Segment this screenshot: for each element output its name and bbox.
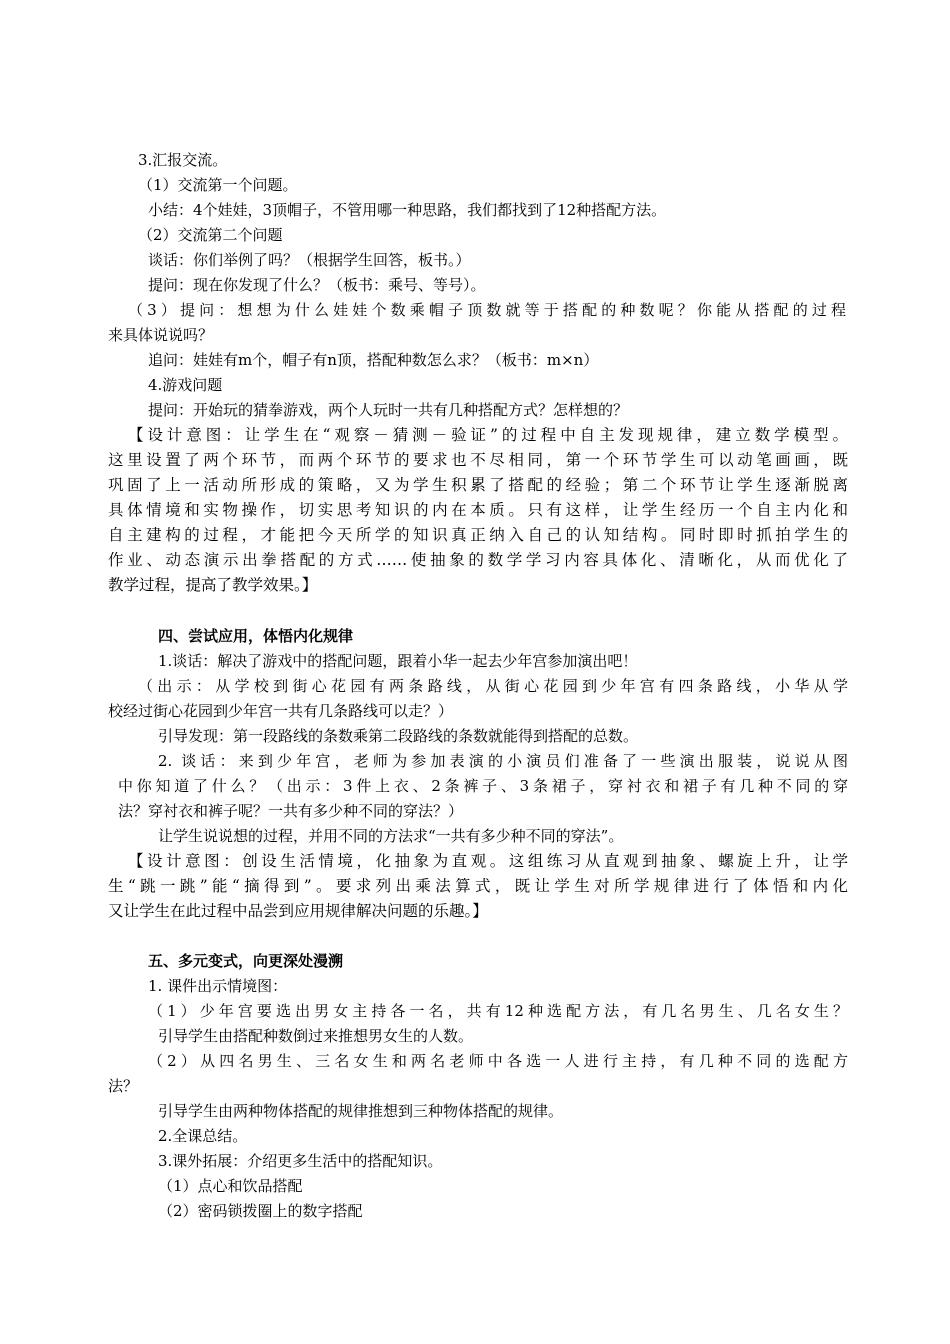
design-intent-line: 作业、动态演示出拳搭配的方式……使抽象的数学学习内容具体化、清晰化，从而优化了 [108,551,848,569]
paragraph-line: 1.谈话：解决了游戏中的搭配问题，跟着小华一起去少年宫参加演出吧！ [158,652,638,670]
paragraph-line: （1）交流第一个问题。 [138,176,298,194]
paragraph-line: 中你知道了什么？（出示：3件上衣、2条裤子、3条裙子，穿衬衣和裙子有几种不同的穿 [118,777,848,795]
design-intent-line: 自主建构的过程，才能把今天所学的知识真正纳入自己的认知结构。同时即时抓拍学生的 [108,526,848,544]
paragraph-line: （3）提问：想想为什么娃娃个数乘帽子顶数就等于搭配的种数呢？你能从搭配的过程 [128,301,846,319]
paragraph-line: （2）密码锁拨圈上的数字搭配 [158,1202,363,1220]
paragraph-line: 3.课外拓展：介绍更多生活中的搭配知识。 [158,1152,443,1170]
design-intent-line: 【设计意图：让学生在“观察－猜测－验证”的过程中自主发现规律，建立数学模型。 [128,426,848,444]
section-5-heading: 五、多元变式，向更深处漫溯 [148,952,344,970]
paragraph-line: 引导学生由两种物体搭配的规律推想到三种物体搭配的规律。 [158,1102,564,1120]
paragraph-line: （2）交流第二个问题 [138,226,283,244]
paragraph-line: （1）点心和饮品搭配 [158,1177,303,1195]
design-intent-line: 【设计意图：创设生活情境，化抽象为直观。这组练习从直观到抽象、螺旋上升，让学 [128,852,848,870]
paragraph-line: 2.全课总结。 [158,1127,248,1145]
paragraph-line: （1）少年宫要选出男女主持各一名，共有12种选配方法，有几名男生、几名女生？ [148,1002,848,1020]
design-intent-line: 具体情境和实物操作，切实思考知识的内在本质。只有这样，让学生经历一个自主内化和 [108,501,848,519]
section-4-heading: 四、尝试应用，体悟内化规律 [158,627,354,645]
paragraph-line: 提问：现在你发现了什么？（板书：乘号、等号）。 [148,276,486,294]
paragraph-line: 小结：4个娃娃，3顶帽子，不管用哪一种思路，我们都找到了12种搭配方法。 [148,201,667,219]
paragraph-line: 追问：娃娃有m个，帽子有n顶，搭配种数怎么求？（板书：m×n） [148,351,599,369]
paragraph-line: 引导发现：第一段路线的条数乘第二段路线的条数就能得到搭配的总数。 [158,727,639,745]
design-intent-line: 巩固了上一活动所形成的策略，又为学生积累了搭配的经验；第二个环节让学生逐渐脱离 [108,476,848,494]
design-intent-line: 生“跳一跳”能“摘得到”。要求列出乘法算式，既让学生对所学规律进行了体悟和内化 [108,877,848,895]
design-intent-line: 这里设置了两个环节，而两个环节的要求也不尽相同，第一个环节学生可以动笔画画，既 [108,451,848,469]
paragraph-line: 提问：开始玩的猜拳游戏，两个人玩时一共有几种搭配方式？怎样想的？ [148,401,629,419]
paragraph-line: 1. 课件出示情境图： [148,977,288,995]
step-3-heading: 3.汇报交流。 [138,151,228,169]
paragraph-line: 2. 谈话：来到少年宫，老师为参加表演的小演员们准备了一些演出服装，说说从图 [158,752,848,770]
paragraph-line: （2）从四名男生、三名女生和两名老师中各选一人进行主持，有几种不同的选配方 [148,1052,848,1070]
paragraph-line: 引导学生由搭配种数倒过来推想男女生的人数。 [158,1027,474,1045]
paragraph-line: 谈话：你们举例了吗？（根据学生回答，板书。） [148,251,471,269]
design-intent-line: 教学过程，提高了教学效果。】 [108,576,318,594]
paragraph-line: 法？ [108,1077,139,1095]
design-intent-line: 又让学生在此过程中品尝到应用规律解决问题的乐趣。】 [108,902,488,920]
paragraph-line: （出示：从学校到街心花园有两条路线，从街心花园到少年宫有四条路线，小华从学 [138,677,848,695]
paragraph-line: 让学生说说想的过程，并用不同的方法求“一共有多少种不同的穿法”。 [158,827,624,845]
paragraph-line: 校经过街心花园到少年宫一共有几条路线可以走？） [108,702,454,720]
paragraph-line: 法？穿衬衣和裤子呢？一共有多少种不同的穿法？） [118,802,464,820]
paragraph-line: 来具体说说吗？ [108,326,214,344]
step-4-heading: 4.游戏问题 [148,376,223,394]
